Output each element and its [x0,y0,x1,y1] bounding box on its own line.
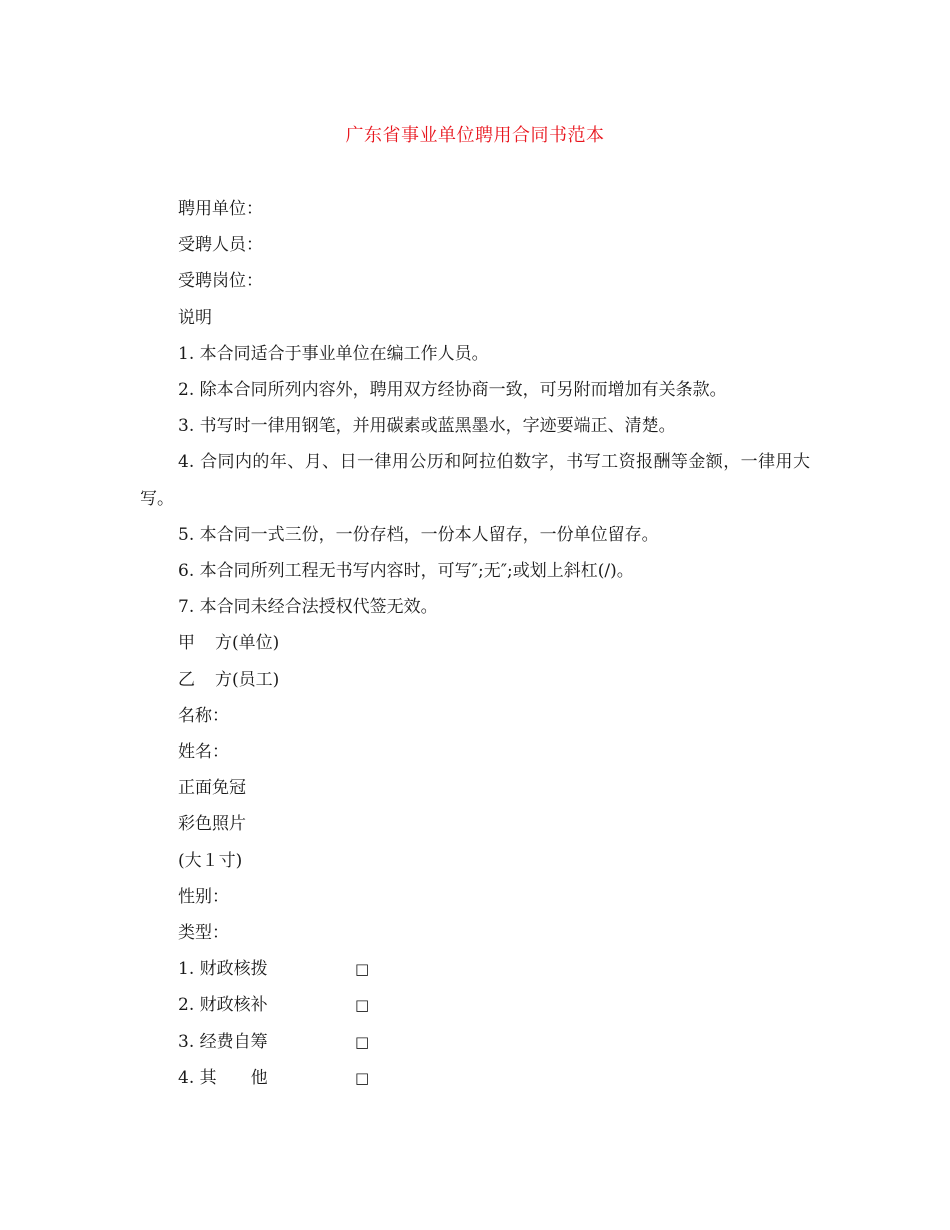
party-b-label: 方(员工) [215,669,280,690]
type-option-label: 2. 财政核补 [178,995,268,1016]
notes-heading: 说明 [178,307,212,328]
party-a-line [140,625,810,661]
position-field: 受聘岗位： [178,271,263,292]
note-item: 5. 本合同一式三份，一份存档，一份本人留存，一份单位留存。 [178,524,659,545]
note-item: 2. 除本合同所列内容外，聘用双方经协商一致，可另附而增加有关条款。 [178,380,727,401]
checkbox-icon[interactable]: □ [355,1032,370,1051]
gender-label: 性别： [178,886,229,907]
type-label: 类型： [178,923,229,944]
name-label: 名称： [178,705,229,726]
checkbox-icon[interactable]: □ [355,960,370,979]
checkbox-icon[interactable]: □ [355,1068,370,1087]
party-b-prefix: 乙 [178,669,195,690]
checkbox-icon[interactable]: □ [355,996,370,1015]
type-option-label: 4. 其 他 [178,1067,268,1088]
type-option-label: 3. 经费自筹 [178,1031,268,1052]
party-a-label: 方(单位) [215,633,280,654]
document-body [140,191,810,1096]
photo-line-2: 彩色照片 [178,814,246,835]
type-option [140,987,810,1023]
photo-line-1: 正面免冠 [178,778,246,799]
note-item: 6. 本合同所列工程无书写内容时，可写″;无″;或划上斜杠(/)。 [178,561,634,582]
photo-line-3: (大１寸) [178,850,243,871]
type-option-label: 1. 财政核拨 [178,959,268,980]
note-item: 1. 本合同适合于事业单位在编工作人员。 [178,343,489,364]
note-item: 3. 书写时一律用钢笔，并用碳素或蓝黑墨水，字迹要端正、清楚。 [178,416,676,437]
type-option [140,1060,810,1096]
type-option [140,1024,810,1060]
employee-field: 受聘人员： [178,235,263,256]
person-name-label: 姓名： [178,742,229,763]
note-item: 4. 合同内的年、月、日一律用公历和阿拉伯数字，书写工资报酬等金额，一律用大写。 [140,452,810,509]
party-a-prefix: 甲 [178,633,195,654]
note-item: 7. 本合同未经合法授权代签无效。 [178,597,438,618]
employer-field: 聘用单位： [178,199,263,219]
type-option [140,951,810,987]
party-b-line [140,662,810,698]
document-title: 广东省事业单位聘用合同书范本 [345,125,605,146]
